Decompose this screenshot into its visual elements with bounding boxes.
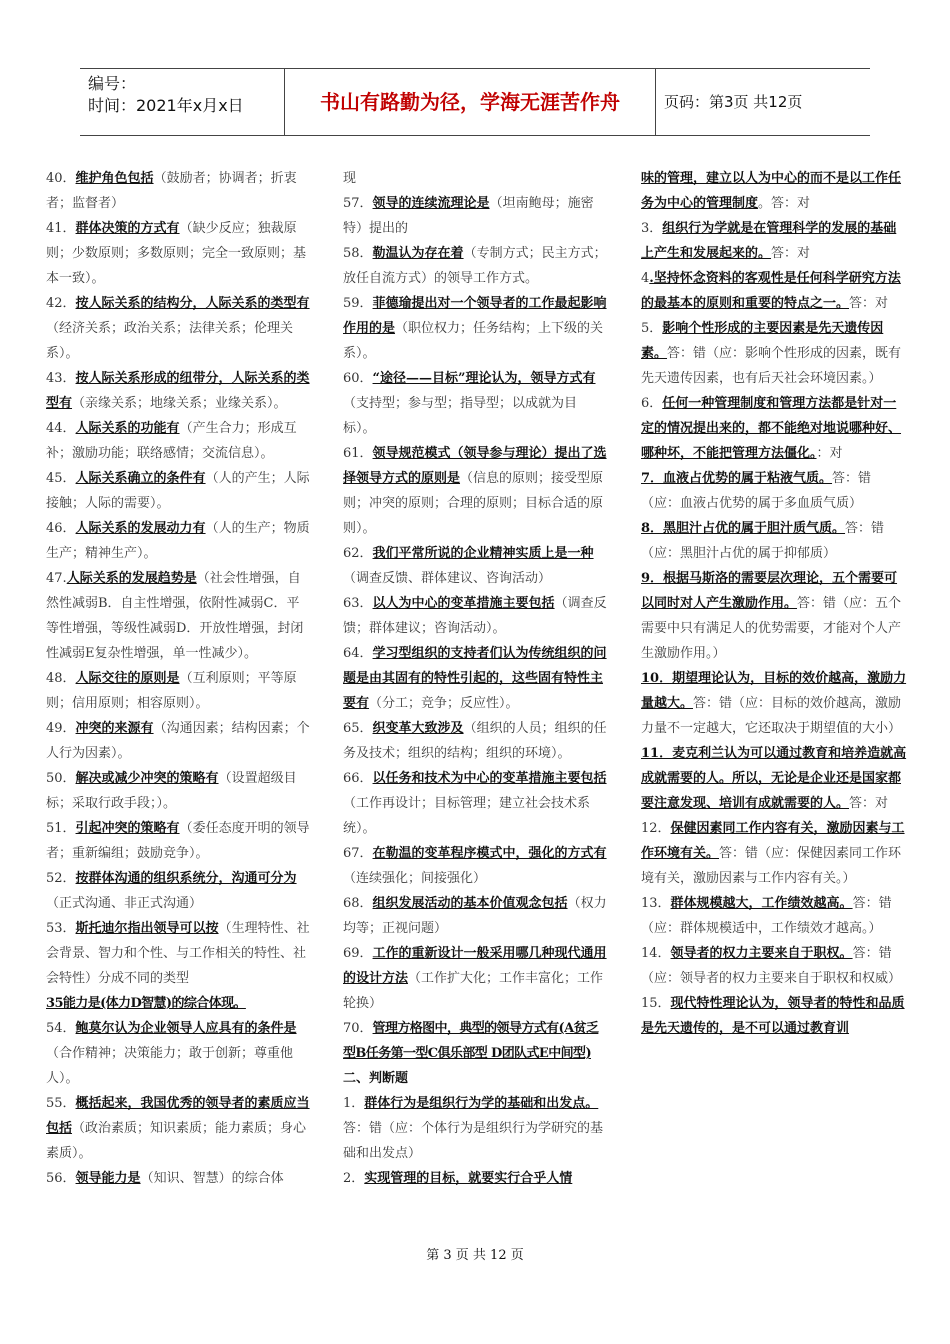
- question-stem: 鲍莫尔认为企业领导人应具有的条件是: [75, 1021, 297, 1036]
- question-item: [343, 291, 607, 366]
- question-number: 44．: [46, 421, 76, 436]
- question-answer: （缺少反应；独裁原则；少数原则；多数原则；完全一致原则；基本一致）。: [46, 221, 307, 286]
- question-number: 2．: [343, 1171, 365, 1186]
- question-answer: 答：错（应：目标的效价越高，激励力量不一定越大，它还取决于期望值的大小）: [641, 696, 902, 736]
- question-stem: 在勒温的变革程序模式中，强化的方式有: [372, 846, 607, 861]
- question-answer: 答：错（应：个体行为是组织行为学研究的基础和出发点）: [343, 1121, 604, 1161]
- question-number: 60．: [343, 371, 373, 386]
- question-stem: 领导规范模式（领导参与理论）提出了选择领导方式的原则是: [343, 446, 607, 486]
- question-item: [641, 516, 908, 566]
- question-answer: 答：对: [849, 796, 889, 811]
- question-item: [343, 1166, 607, 1191]
- question-number: 61．: [343, 446, 373, 461]
- question-item: [46, 291, 310, 366]
- question-answer: 答：对: [849, 296, 889, 311]
- question-answer: （调查反馈；群体建议；咨询活动）。: [343, 596, 607, 636]
- question-item: [46, 516, 310, 566]
- question-stem: 现代特性理论认为，领导者的特性和品质是先天遗传的，是不可以通过教育训: [641, 996, 905, 1036]
- question-number: 66．: [343, 771, 373, 786]
- question-answer: （政治素质；知识素质；能力素质；身心素质）。: [46, 1121, 307, 1161]
- question-number: 5．: [641, 321, 663, 336]
- question-stem: 人际交往的原则是: [75, 671, 180, 686]
- question-stem: 保健因素同工作内容有关，激励因素与工作环境有关。: [641, 821, 905, 861]
- question-answer: （人的产生；人际接触；人际的需要）。: [46, 471, 310, 511]
- column-left: [46, 166, 310, 1191]
- page-footer: 第 3 页 共 12 页: [426, 1248, 524, 1263]
- question-number: 40．: [46, 171, 76, 186]
- question-item: [641, 216, 908, 266]
- question-item: [641, 166, 908, 216]
- question-number: 48．: [46, 671, 76, 686]
- question-item: [343, 1091, 607, 1166]
- question-answer: （信息的原则；接受型原则；冲突的原则；合理的原则；目标合适的原则）。: [343, 471, 604, 536]
- question-stem: 人际关系的功能有: [75, 421, 180, 436]
- question-answer: （工作扩大化；工作丰富化；工作轮换）: [343, 971, 604, 1011]
- question-number: 14．: [641, 946, 671, 961]
- question-number: 15．: [641, 996, 671, 1011]
- question-stem: 按群体沟通的组织系统分，沟通可分为: [75, 871, 297, 886]
- question-stem: 8．黑胆汁占优的属于胆汁质气质。: [641, 521, 846, 536]
- question-answer: 现: [343, 171, 357, 186]
- question-answer: （沟通因素；结构因素；个人行为因素）。: [46, 721, 310, 761]
- question-number: 53．: [46, 921, 76, 936]
- question-item: [46, 916, 310, 991]
- question-stem: 影响个性形成的主要因素是先天遗传因素。: [641, 321, 884, 361]
- question-item: [46, 816, 310, 866]
- question-stem: .坚持怀念资料的客观性是任何科学研究方法的最基本的原则和重要的特点之一。: [641, 271, 901, 311]
- question-stem: 管理方格图中，典型的领导方式有(A贫乏型B任务第一型C俱乐部型 D团队式E中间型): [343, 1021, 599, 1061]
- question-answer: （权力均等；正视问题）: [343, 896, 607, 936]
- question-number: 52．: [46, 871, 76, 886]
- question-item: [46, 416, 310, 466]
- question-answer: （组织的人员；组织的任务及技术；组织的结构；组织的环境）。: [343, 721, 607, 761]
- question-number: 64．: [343, 646, 373, 661]
- question-item: [641, 666, 908, 741]
- question-item: [46, 716, 310, 766]
- question-answer: 答：错（应：保健因素同工作环境有关，激励因素与工作内容有关。）: [641, 846, 902, 886]
- question-item: [46, 166, 310, 216]
- question-stem: “途径——目标”理论认为，领导方式有: [372, 371, 596, 386]
- question-item: [641, 991, 908, 1041]
- question-item: [46, 866, 310, 916]
- question-number: 6．: [641, 396, 663, 411]
- question-item: [343, 766, 607, 841]
- question-stem: 引起冲突的策略有: [75, 821, 180, 836]
- question-number: 69．: [343, 946, 373, 961]
- question-number: 70．: [343, 1021, 373, 1036]
- column-middle: [343, 166, 607, 1191]
- section-heading: 二、判断题: [343, 1071, 409, 1086]
- question-answer: （亲缘关系；地缘关系；业缘关系）。: [72, 396, 287, 411]
- question-number: 46．: [46, 521, 76, 536]
- question-number: 63．: [343, 596, 373, 611]
- question-answer: 答：对: [771, 246, 811, 261]
- question-answer: 答：错（应：血液占优势的属于多血质气质）: [641, 471, 872, 511]
- question-stem: 领导者的权力主要来自于职权。: [670, 946, 853, 961]
- question-answer: ：对: [816, 446, 843, 461]
- question-answer: （生理特性、社会背景、智力和个性、与工作相关的特性、社会特性）分成不同的类型: [46, 921, 310, 986]
- question-item: [641, 566, 908, 666]
- question-stem: 9．根据马斯洛的需要层次理论，五个需要可以同时对人产生激励作用。: [641, 571, 898, 611]
- question-number: 67．: [343, 846, 373, 861]
- question-number: 59．: [343, 296, 373, 311]
- question-item: [343, 1066, 607, 1091]
- question-answer: （互利原则；平等原则；信用原则；相容原则）。: [46, 671, 297, 711]
- question-stem: 以任务和技术为中心的变革措施主要包括: [372, 771, 607, 786]
- question-number: 62．: [343, 546, 373, 561]
- question-stem: 工作的重新设计一般采用哪几种现代通用的设计方法: [343, 946, 607, 986]
- question-number: 55．: [46, 1096, 76, 1111]
- question-stem: 学习型组织的支持者们认为传统组织的问题是由其固有的特性引起的，这些固有特性主要有: [343, 646, 607, 711]
- question-answer: 答：错（应：群体规模适中，工作绩效才越高。）: [641, 896, 892, 936]
- question-number: 57．: [343, 196, 373, 211]
- question-number: 68．: [343, 896, 373, 911]
- header-motto: 书山有路勤为径，学海无涯苦作舟: [284, 69, 656, 135]
- question-item: [46, 991, 310, 1016]
- question-item: [46, 216, 310, 291]
- question-item: [641, 391, 908, 466]
- question-answer: （分工；竞争；反应性）。: [369, 696, 519, 711]
- question-number: 65．: [343, 721, 373, 736]
- question-item: [641, 316, 908, 391]
- question-number: 13．: [641, 896, 671, 911]
- question-stem: 实现管理的目标，就要实行合乎人情: [364, 1171, 573, 1186]
- question-item: [343, 541, 607, 591]
- question-item: [343, 716, 607, 766]
- question-number: 1．: [343, 1096, 365, 1111]
- header-page-label: 页码：第3页 共12页: [664, 93, 803, 111]
- question-answer: （委任态度开明的领导者；重新编组；鼓励竞争）。: [46, 821, 310, 861]
- question-stem: 人际关系的发展动力有: [75, 521, 206, 536]
- question-answer: （人的生产；物质生产；精神生产）。: [46, 521, 310, 561]
- question-stem: 人际关系确立的条件有: [75, 471, 206, 486]
- question-item: [46, 666, 310, 716]
- question-item: [343, 241, 607, 291]
- question-stem: 任何一种管理制度和管理方法都是针对一定的情况提出来的，都不能绝对地说哪种好、哪种坏，不能把管理方法僵化。: [641, 396, 902, 461]
- question-number: 43．: [46, 371, 76, 386]
- question-item: [641, 816, 908, 891]
- question-answer: 答：错（应：影响个性形成的因素，既有先天遗传因素，也有后天社会环境因素。）: [641, 346, 902, 386]
- question-number: 12．: [641, 821, 671, 836]
- question-answer: 。答：对: [758, 196, 811, 211]
- question-number: 51．: [46, 821, 76, 836]
- column-right: [641, 166, 908, 1041]
- question-item: [343, 841, 607, 891]
- question-stem: 7．血液占优势的属于粘液气质。: [641, 471, 833, 486]
- question-stem: 群体决策的方式有: [75, 221, 180, 236]
- question-answer: （调查反馈、群体建议、咨询活动）: [343, 571, 552, 586]
- question-item: [343, 641, 607, 716]
- question-answer: （支持型；参与型；指导型；以成就为目标）。: [343, 396, 578, 436]
- question-number: 47.: [46, 571, 67, 586]
- question-answer: （正式沟通、非正式沟通）: [46, 896, 203, 911]
- question-number: 4: [641, 271, 650, 286]
- question-answer: （设置超级目标；采取行政手段；）。: [46, 771, 297, 811]
- question-item: [343, 891, 607, 941]
- question-answer: 答：错（应：五个需要中只有满足人的优势需要，才能对个人产生激励作用。）: [641, 596, 902, 661]
- question-number: 50．: [46, 771, 76, 786]
- header-meta: [88, 73, 284, 117]
- question-answer: （产生合力；形成互补；激励功能；联络感情；交流信息）。: [46, 421, 297, 461]
- question-item: [641, 941, 908, 991]
- question-answer: （合作精神；决策能力；敢于创新；尊重他人）。: [46, 1046, 294, 1086]
- question-item: [343, 1016, 607, 1066]
- question-item: [46, 366, 310, 416]
- question-answer: （知识、智慧）的综合体: [140, 1171, 284, 1186]
- question-stem: 我们平常所说的企业精神实质上是一种: [372, 546, 594, 561]
- question-answer: 答：错（应：领导者的权力主要来自于职权和权威）: [641, 946, 902, 986]
- question-answer: （专制方式；民主方式；放任自流方式）的领导工作方式。: [343, 246, 607, 286]
- question-stem: 按人际关系的结构分，人际关系的类型有: [75, 296, 310, 311]
- question-answer: （工作再设计；目标管理；建立社会技术系统）。: [343, 796, 591, 836]
- question-stem: 勒温认为存在着: [372, 246, 464, 261]
- question-stem: 冲突的来源有: [75, 721, 154, 736]
- question-number: 49．: [46, 721, 76, 736]
- question-item: [641, 741, 908, 816]
- question-stem: 群体规模越大，工作绩效越高。: [670, 896, 853, 911]
- question-item: [46, 766, 310, 816]
- question-stem: 10．期望理论认为，目标的效价越高，激励力量越大。: [641, 671, 907, 711]
- question-item: [641, 466, 908, 516]
- question-number: 3．: [641, 221, 663, 236]
- question-number: 54．: [46, 1021, 76, 1036]
- question-stem: 概括起来，我国优秀的领导者的素质应当包括: [46, 1096, 310, 1136]
- question-stem: 维护角色包括: [75, 171, 154, 186]
- question-stem: 领导的连续流理论是: [372, 196, 490, 211]
- question-item: [46, 1091, 310, 1166]
- question-number: 58．: [343, 246, 373, 261]
- question-number: 45．: [46, 471, 76, 486]
- question-stem: 按人际关系形成的纽带分，人际关系的类型有: [46, 371, 310, 411]
- question-stem: 35能力是(体力D智慧)的综合体现。: [46, 996, 246, 1011]
- question-answer: （职位权力；任务结构；上下级的关系）。: [343, 321, 604, 361]
- question-answer: （坦南鲍母；施密特）提出的: [343, 196, 594, 236]
- question-stem: 组织发展活动的基本价值观念包括: [372, 896, 568, 911]
- question-item: [46, 466, 310, 516]
- question-item: [343, 591, 607, 641]
- question-stem: 组织行为学就是在管理科学的发展的基础上产生和发展起来的。: [641, 221, 897, 261]
- question-stem: 斯托迪尔指出领导可以按: [75, 921, 219, 936]
- header-time-label: 时间：2021年x月x日: [88, 96, 244, 115]
- question-stem: 织变革大致涉及: [372, 721, 464, 736]
- question-answer: （经济关系；政治关系；法律关系；伦理关系）。: [46, 321, 294, 361]
- question-item: [46, 1166, 310, 1191]
- question-stem: 11．麦克利兰认为可以通过教育和培养造就高成就需要的人。所以，无论是企业还是国家都要注意发现、培训有成就需要的人。: [641, 746, 907, 811]
- question-item: [343, 441, 607, 541]
- question-number: 56．: [46, 1171, 76, 1186]
- question-stem: 以人为中心的变革措施主要包括: [372, 596, 555, 611]
- question-answer: 答：错（应：黑胆汁占优的属于抑郁质）: [641, 521, 885, 561]
- question-stem: 菲德瑜提出对一个领导者的工作最起影响作用的是: [343, 296, 607, 336]
- question-stem: 解决或减少冲突的策略有: [75, 771, 219, 786]
- question-number: 41．: [46, 221, 76, 236]
- header-number-label: 编号：: [88, 74, 137, 93]
- question-item: [343, 191, 607, 241]
- question-answer: （鼓励者；协调者；折衷者；监督者）: [46, 171, 297, 211]
- question-item: [46, 1016, 310, 1091]
- question-item: [641, 891, 908, 941]
- question-number: 42．: [46, 296, 76, 311]
- question-item: [343, 941, 607, 1016]
- question-stem: 人际关系的发展趋势是: [66, 571, 197, 586]
- question-stem: 味的管理，建立以人为中心的而不是以工作任务为中心的管理制度: [641, 171, 902, 211]
- question-item: [46, 566, 310, 666]
- question-item: [343, 366, 607, 441]
- page-header: [80, 68, 870, 136]
- question-answer: （连续强化；间接强化）: [343, 871, 487, 886]
- question-stem: 领导能力是: [75, 1171, 141, 1186]
- question-item: [343, 166, 607, 191]
- question-item: [641, 266, 908, 316]
- question-stem: 群体行为是组织行为学的基础和出发点。: [364, 1096, 599, 1111]
- question-answer: （社会性增强，自然性减弱B．自主性增强，依附性减弱C．平等性增强，等级性减弱D．开放性增强，封闭性减弱E复杂性增强，单一性减少）。: [46, 571, 304, 661]
